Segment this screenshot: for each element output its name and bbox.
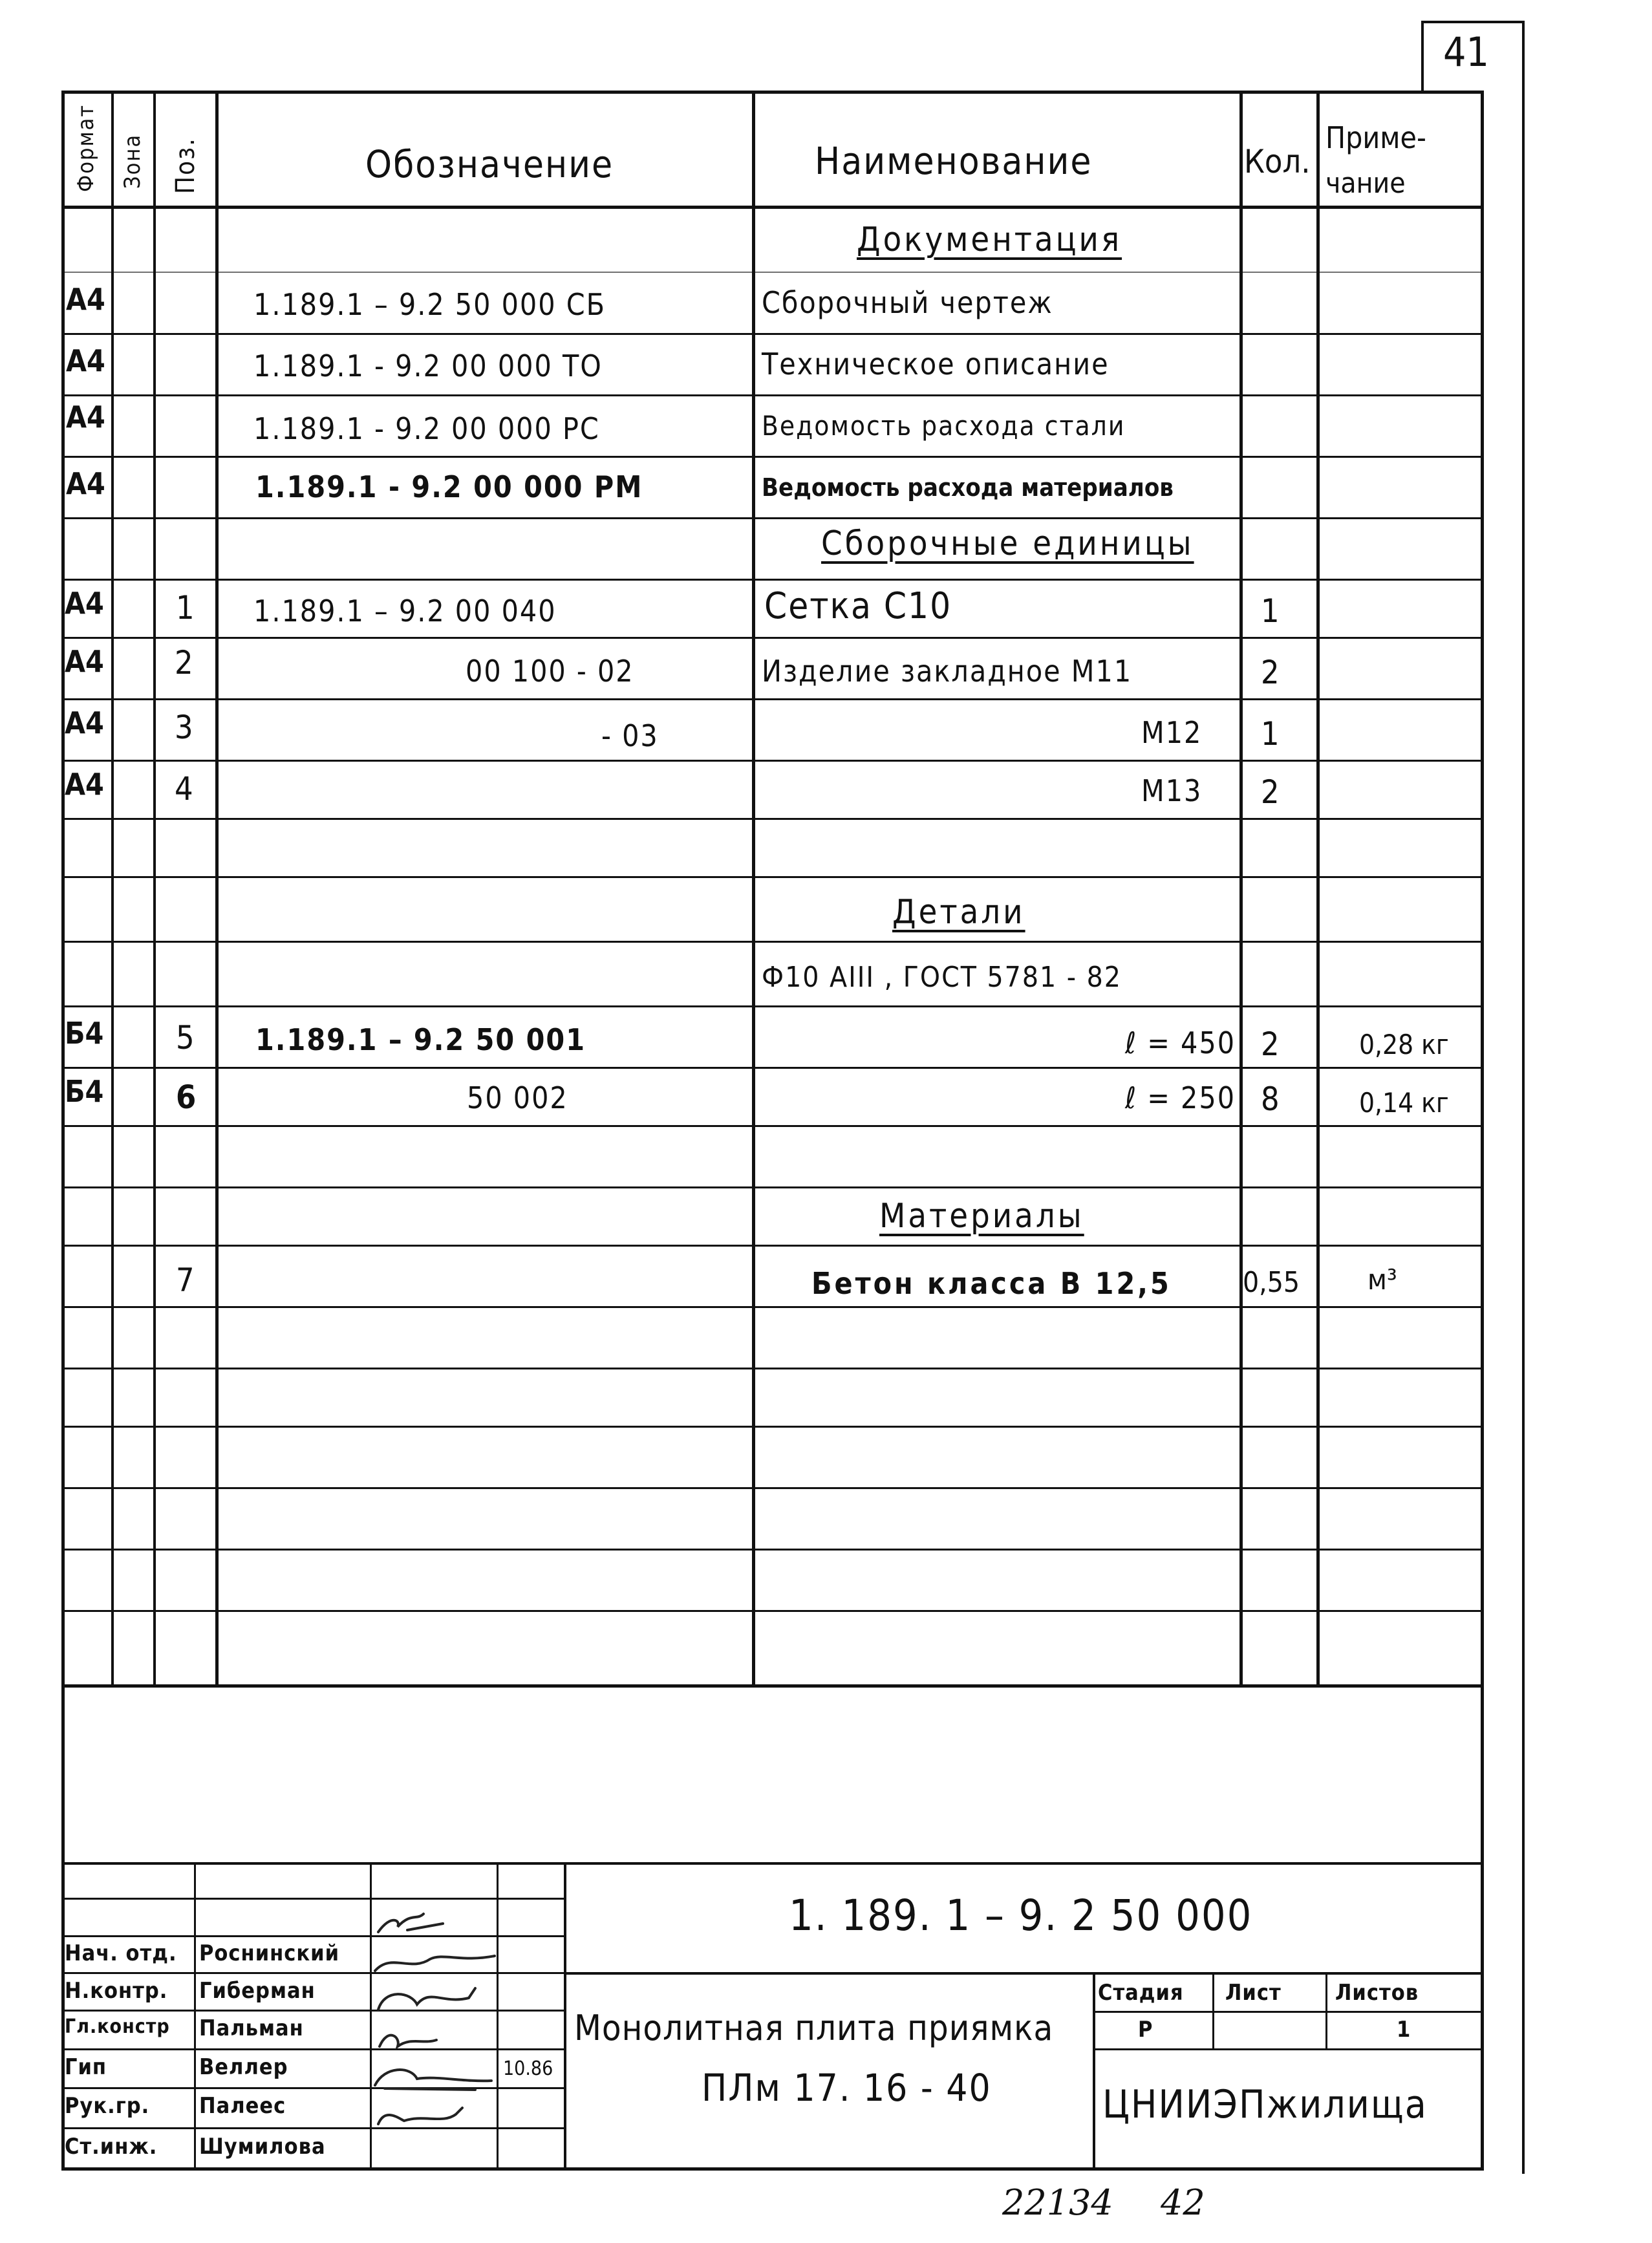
sheet-label: Лист	[1225, 1980, 1282, 2006]
date: 10.86	[503, 2057, 553, 2080]
doc-code: 1. 189. 1 – 9. 2 50 000	[789, 1891, 1253, 1940]
doc-mark: ПЛм 17. 16 - 40	[702, 2066, 992, 2110]
stage-value: Р	[1138, 2017, 1153, 2043]
stage-label: Стадия	[1098, 1980, 1184, 2006]
header-name: Наименование	[815, 139, 1093, 183]
header-zone: Зона	[120, 133, 145, 189]
header-designation: Обозначение	[365, 142, 614, 186]
header-note-1: Приме-	[1325, 120, 1426, 155]
header-qty: Кол.	[1244, 143, 1311, 180]
signatures	[372, 1901, 498, 2166]
inventory-number: 22134	[1002, 2182, 1113, 2223]
header-note-2: чание	[1325, 167, 1406, 200]
page-number: 42	[1161, 2182, 1205, 2223]
sheets-value: 1	[1397, 2017, 1411, 2043]
sheet-number: 41	[1443, 28, 1489, 76]
section-parts: Детали	[892, 893, 1025, 932]
organization: ЦНИИЭПжилища	[1102, 2082, 1428, 2127]
doc-title: Монолитная плита приямка	[574, 2008, 1054, 2048]
header-pos: Поз.	[171, 137, 200, 194]
section-materials: Материалы	[879, 1197, 1084, 1236]
section-documentation: Документация	[857, 220, 1122, 259]
sheets-label: Листов	[1335, 1980, 1419, 2006]
header-format: Формат	[73, 103, 99, 192]
section-assemblies: Сборочные единицы	[821, 524, 1194, 563]
parts-spec: Ф10 АIII , ГОСТ 5781 - 82	[762, 961, 1122, 994]
